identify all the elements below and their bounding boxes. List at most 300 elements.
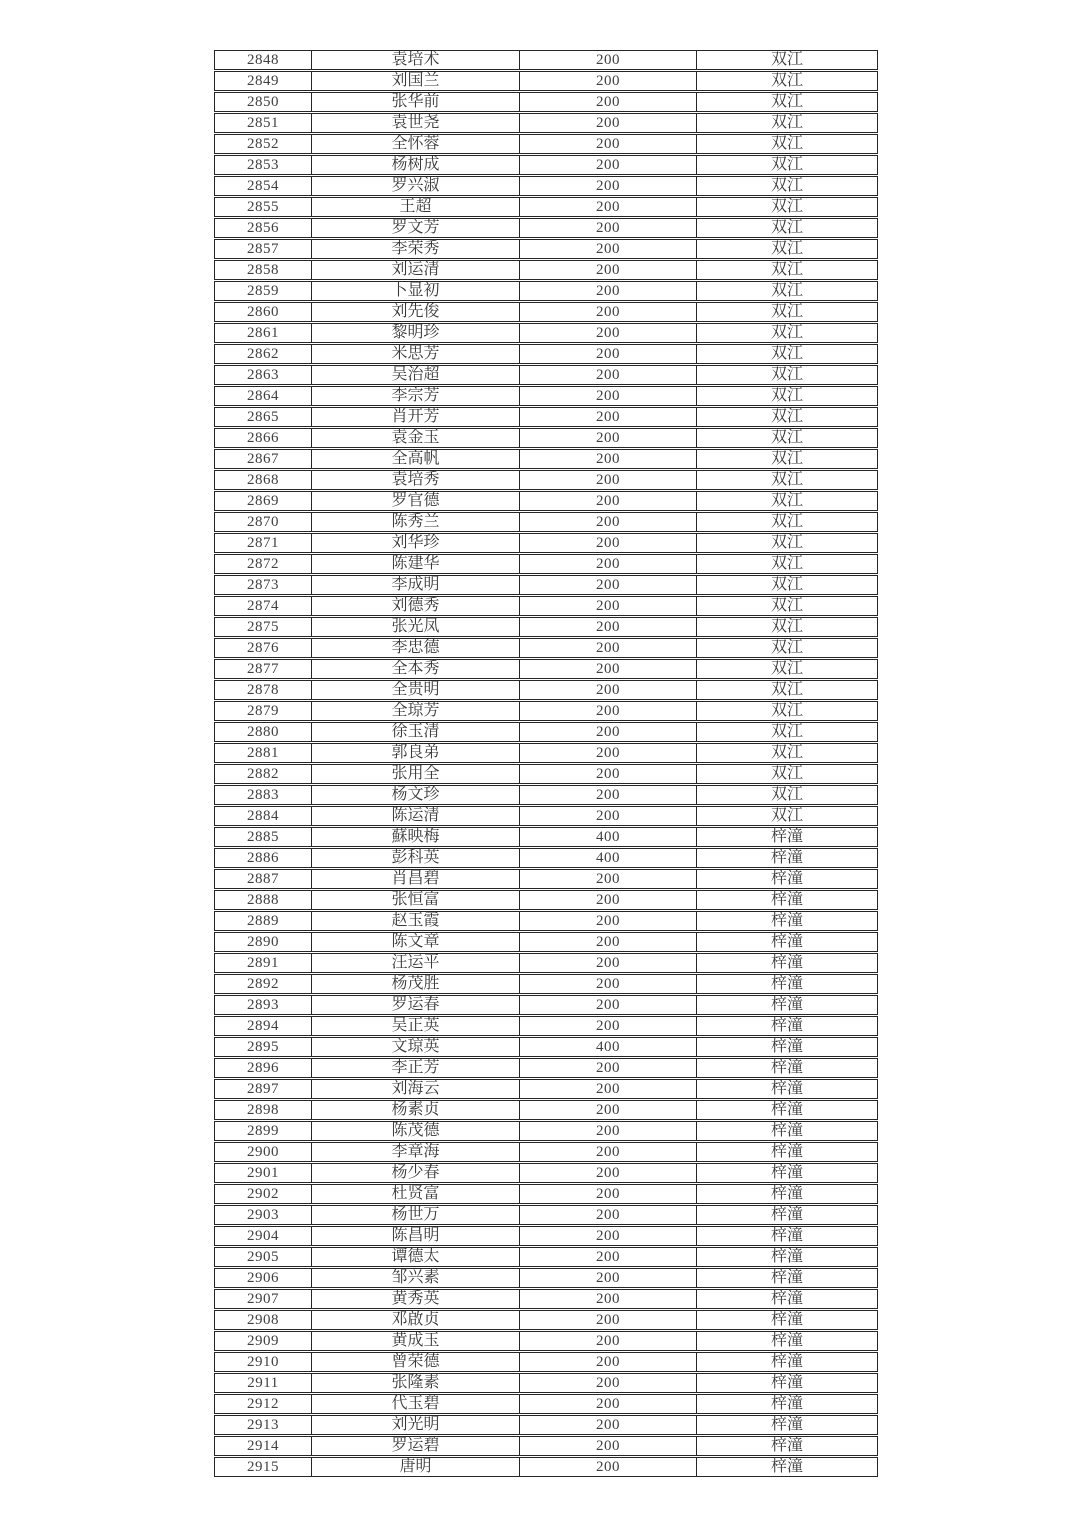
- table-row: [214, 50, 878, 70]
- township-cell: 双江: [697, 533, 878, 553]
- serial-number-cell: 2853: [214, 155, 312, 175]
- township-cell: 梓潼: [697, 1100, 878, 1120]
- table-row: [214, 890, 878, 910]
- serial-number-cell: 2852: [214, 134, 312, 154]
- table-row: [214, 470, 878, 490]
- township-cell: 双江: [697, 470, 878, 490]
- amount-cell: 200: [520, 1310, 697, 1330]
- serial-number-cell: 2905: [214, 1247, 312, 1267]
- township-cell: 梓潼: [697, 1247, 878, 1267]
- name-cell: 李章海: [312, 1142, 520, 1162]
- township-cell: 梓潼: [697, 1331, 878, 1351]
- amount-cell: 200: [520, 1268, 697, 1288]
- serial-number-cell: 2855: [214, 197, 312, 217]
- name-cell: 全贵明: [312, 680, 520, 700]
- roster-table: [214, 49, 878, 1478]
- serial-number-cell: 2913: [214, 1415, 312, 1435]
- amount-cell: 200: [520, 533, 697, 553]
- serial-number-cell: 2915: [214, 1457, 312, 1477]
- amount-cell: 200: [520, 890, 697, 910]
- township-cell: 梓潼: [697, 848, 878, 868]
- amount-cell: 200: [520, 743, 697, 763]
- amount-cell: 200: [520, 134, 697, 154]
- township-cell: 双江: [697, 92, 878, 112]
- serial-number-cell: 2874: [214, 596, 312, 616]
- township-cell: 双江: [697, 386, 878, 406]
- name-cell: 杨素贞: [312, 1100, 520, 1120]
- serial-number-cell: 2861: [214, 323, 312, 343]
- table-row: [214, 1079, 878, 1099]
- amount-cell: 200: [520, 1436, 697, 1456]
- amount-cell: 200: [520, 1457, 697, 1477]
- table-row: [214, 428, 878, 448]
- township-cell: 梓潼: [697, 911, 878, 931]
- serial-number-cell: 2880: [214, 722, 312, 742]
- table-row: [214, 323, 878, 343]
- serial-number-cell: 2873: [214, 575, 312, 595]
- amount-cell: 400: [520, 1037, 697, 1057]
- amount-cell: 200: [520, 50, 697, 70]
- serial-number-cell: 2867: [214, 449, 312, 469]
- table-row: [214, 1289, 878, 1309]
- amount-cell: 200: [520, 806, 697, 826]
- name-cell: 陈建华: [312, 554, 520, 574]
- name-cell: 曾荣德: [312, 1352, 520, 1372]
- name-cell: 张隆素: [312, 1373, 520, 1393]
- serial-number-cell: 2901: [214, 1163, 312, 1183]
- serial-number-cell: 2857: [214, 239, 312, 259]
- serial-number-cell: 2871: [214, 533, 312, 553]
- serial-number-cell: 2912: [214, 1394, 312, 1414]
- serial-number-cell: 2914: [214, 1436, 312, 1456]
- serial-number-cell: 2854: [214, 176, 312, 196]
- name-cell: 袁世尧: [312, 113, 520, 133]
- table-row: [214, 365, 878, 385]
- table-row: [214, 722, 878, 742]
- table-row: [214, 1268, 878, 1288]
- amount-cell: 200: [520, 932, 697, 952]
- name-cell: 刘德秀: [312, 596, 520, 616]
- roster-table-container: [214, 49, 878, 1478]
- amount-cell: 200: [520, 155, 697, 175]
- table-row: [214, 512, 878, 532]
- table-row: [214, 1058, 878, 1078]
- serial-number-cell: 2866: [214, 428, 312, 448]
- amount-cell: 200: [520, 239, 697, 259]
- serial-number-cell: 2848: [214, 50, 312, 70]
- amount-cell: 200: [520, 365, 697, 385]
- name-cell: 汪运平: [312, 953, 520, 973]
- name-cell: 杨世万: [312, 1205, 520, 1225]
- table-row: [214, 407, 878, 427]
- serial-number-cell: 2865: [214, 407, 312, 427]
- amount-cell: 200: [520, 302, 697, 322]
- table-row: [214, 932, 878, 952]
- name-cell: 杨文珍: [312, 785, 520, 805]
- name-cell: 吴治超: [312, 365, 520, 385]
- amount-cell: 200: [520, 1184, 697, 1204]
- amount-cell: 200: [520, 554, 697, 574]
- amount-cell: 200: [520, 1373, 697, 1393]
- amount-cell: 200: [520, 911, 697, 931]
- amount-cell: 200: [520, 1100, 697, 1120]
- serial-number-cell: 2869: [214, 491, 312, 511]
- table-row: [214, 1415, 878, 1435]
- name-cell: 刘华珍: [312, 533, 520, 553]
- table-row: [214, 680, 878, 700]
- table-row: [214, 239, 878, 259]
- amount-cell: 200: [520, 1352, 697, 1372]
- name-cell: 徐玉清: [312, 722, 520, 742]
- amount-cell: 200: [520, 1079, 697, 1099]
- table-row: [214, 1310, 878, 1330]
- serial-number-cell: 2876: [214, 638, 312, 658]
- amount-cell: 200: [520, 407, 697, 427]
- table-row: [214, 197, 878, 217]
- township-cell: 梓潼: [697, 1394, 878, 1414]
- table-row: [214, 1373, 878, 1393]
- table-row: [214, 743, 878, 763]
- amount-cell: 200: [520, 176, 697, 196]
- name-cell: 罗文芳: [312, 218, 520, 238]
- township-cell: 双江: [697, 617, 878, 637]
- amount-cell: 200: [520, 701, 697, 721]
- amount-cell: 200: [520, 995, 697, 1015]
- name-cell: 米思芳: [312, 344, 520, 364]
- township-cell: 双江: [697, 575, 878, 595]
- table-row: [214, 533, 878, 553]
- amount-cell: 200: [520, 1331, 697, 1351]
- name-cell: 杨茂胜: [312, 974, 520, 994]
- table-row: [214, 1142, 878, 1162]
- table-row: [214, 953, 878, 973]
- amount-cell: 400: [520, 827, 697, 847]
- township-cell: 双江: [697, 512, 878, 532]
- township-cell: 梓潼: [697, 1457, 878, 1477]
- serial-number-cell: 2849: [214, 71, 312, 91]
- amount-cell: 200: [520, 1205, 697, 1225]
- table-row: [214, 1100, 878, 1120]
- table-row: [214, 638, 878, 658]
- table-row: [214, 827, 878, 847]
- township-cell: 梓潼: [697, 1121, 878, 1141]
- table-row: [214, 155, 878, 175]
- serial-number-cell: 2864: [214, 386, 312, 406]
- township-cell: 双江: [697, 449, 878, 469]
- name-cell: 李忠德: [312, 638, 520, 658]
- township-cell: 双江: [697, 638, 878, 658]
- township-cell: 梓潼: [697, 995, 878, 1015]
- amount-cell: 200: [520, 596, 697, 616]
- serial-number-cell: 2860: [214, 302, 312, 322]
- name-cell: 赵玉霞: [312, 911, 520, 931]
- name-cell: 全高帆: [312, 449, 520, 469]
- roster-table-body: [214, 50, 878, 1477]
- table-row: [214, 1184, 878, 1204]
- name-cell: 罗运春: [312, 995, 520, 1015]
- table-row: [214, 302, 878, 322]
- amount-cell: 200: [520, 386, 697, 406]
- name-cell: 刘国兰: [312, 71, 520, 91]
- name-cell: 杨少春: [312, 1163, 520, 1183]
- name-cell: 袁金玉: [312, 428, 520, 448]
- serial-number-cell: 2891: [214, 953, 312, 973]
- township-cell: 梓潼: [697, 890, 878, 910]
- name-cell: 张光凤: [312, 617, 520, 637]
- township-cell: 梓潼: [697, 1079, 878, 1099]
- table-row: [214, 1037, 878, 1057]
- amount-cell: 200: [520, 449, 697, 469]
- name-cell: 蘇映梅: [312, 827, 520, 847]
- serial-number-cell: 2881: [214, 743, 312, 763]
- township-cell: 双江: [697, 281, 878, 301]
- serial-number-cell: 2883: [214, 785, 312, 805]
- table-row: [214, 218, 878, 238]
- township-cell: 双江: [697, 176, 878, 196]
- amount-cell: 200: [520, 575, 697, 595]
- township-cell: 梓潼: [697, 1310, 878, 1330]
- name-cell: 彭科英: [312, 848, 520, 868]
- table-row: [214, 1457, 878, 1477]
- amount-cell: 200: [520, 470, 697, 490]
- table-row: [214, 869, 878, 889]
- amount-cell: 200: [520, 785, 697, 805]
- serial-number-cell: 2902: [214, 1184, 312, 1204]
- name-cell: 唐明: [312, 1457, 520, 1477]
- serial-number-cell: 2862: [214, 344, 312, 364]
- amount-cell: 200: [520, 512, 697, 532]
- table-row: [214, 1394, 878, 1414]
- township-cell: 双江: [697, 680, 878, 700]
- township-cell: 梓潼: [697, 1352, 878, 1372]
- serial-number-cell: 2877: [214, 659, 312, 679]
- amount-cell: 200: [520, 869, 697, 889]
- township-cell: 双江: [697, 701, 878, 721]
- table-row: [214, 1352, 878, 1372]
- amount-cell: 200: [520, 1142, 697, 1162]
- amount-cell: 200: [520, 680, 697, 700]
- table-row: [214, 344, 878, 364]
- name-cell: 陈秀兰: [312, 512, 520, 532]
- name-cell: 王超: [312, 197, 520, 217]
- table-row: [214, 995, 878, 1015]
- amount-cell: 200: [520, 1415, 697, 1435]
- township-cell: 梓潼: [697, 953, 878, 973]
- name-cell: 代玉碧: [312, 1394, 520, 1414]
- name-cell: 全琼芳: [312, 701, 520, 721]
- township-cell: 双江: [697, 365, 878, 385]
- township-cell: 双江: [697, 554, 878, 574]
- table-row: [214, 911, 878, 931]
- name-cell: 肖昌碧: [312, 869, 520, 889]
- township-cell: 梓潼: [697, 1289, 878, 1309]
- table-row: [214, 785, 878, 805]
- serial-number-cell: 2858: [214, 260, 312, 280]
- township-cell: 双江: [697, 113, 878, 133]
- table-row: [214, 491, 878, 511]
- table-row: [214, 701, 878, 721]
- serial-number-cell: 2851: [214, 113, 312, 133]
- amount-cell: 200: [520, 197, 697, 217]
- table-row: [214, 1205, 878, 1225]
- name-cell: 张用全: [312, 764, 520, 784]
- amount-cell: 200: [520, 1016, 697, 1036]
- serial-number-cell: 2899: [214, 1121, 312, 1141]
- table-row: [214, 386, 878, 406]
- serial-number-cell: 2856: [214, 218, 312, 238]
- name-cell: 刘先俊: [312, 302, 520, 322]
- serial-number-cell: 2886: [214, 848, 312, 868]
- serial-number-cell: 2887: [214, 869, 312, 889]
- township-cell: 双江: [697, 785, 878, 805]
- township-cell: 双江: [697, 323, 878, 343]
- table-row: [214, 1016, 878, 1036]
- township-cell: 双江: [697, 491, 878, 511]
- table-row: [214, 554, 878, 574]
- table-row: [214, 1436, 878, 1456]
- table-row: [214, 617, 878, 637]
- serial-number-cell: 2898: [214, 1100, 312, 1120]
- table-row: [214, 659, 878, 679]
- serial-number-cell: 2904: [214, 1226, 312, 1246]
- table-row: [214, 1247, 878, 1267]
- serial-number-cell: 2897: [214, 1079, 312, 1099]
- serial-number-cell: 2884: [214, 806, 312, 826]
- township-cell: 梓潼: [697, 1415, 878, 1435]
- amount-cell: 200: [520, 974, 697, 994]
- table-row: [214, 134, 878, 154]
- table-row: [214, 176, 878, 196]
- township-cell: 双江: [697, 71, 878, 91]
- amount-cell: 200: [520, 323, 697, 343]
- township-cell: 梓潼: [697, 1037, 878, 1057]
- name-cell: 张恒富: [312, 890, 520, 910]
- amount-cell: 200: [520, 764, 697, 784]
- serial-number-cell: 2896: [214, 1058, 312, 1078]
- name-cell: 李成明: [312, 575, 520, 595]
- township-cell: 双江: [697, 302, 878, 322]
- table-row: [214, 71, 878, 91]
- township-cell: 梓潼: [697, 1163, 878, 1183]
- serial-number-cell: 2879: [214, 701, 312, 721]
- name-cell: 谭德太: [312, 1247, 520, 1267]
- table-row: [214, 1331, 878, 1351]
- table-row: [214, 1226, 878, 1246]
- name-cell: 全怀蓉: [312, 134, 520, 154]
- township-cell: 双江: [697, 428, 878, 448]
- township-cell: 梓潼: [697, 1226, 878, 1246]
- township-cell: 梓潼: [697, 1184, 878, 1204]
- serial-number-cell: 2910: [214, 1352, 312, 1372]
- name-cell: 袁培秀: [312, 470, 520, 490]
- serial-number-cell: 2890: [214, 932, 312, 952]
- township-cell: 梓潼: [697, 1268, 878, 1288]
- table-row: [214, 764, 878, 784]
- township-cell: 双江: [697, 407, 878, 427]
- serial-number-cell: 2850: [214, 92, 312, 112]
- name-cell: 陈茂德: [312, 1121, 520, 1141]
- name-cell: 陈昌明: [312, 1226, 520, 1246]
- township-cell: 双江: [697, 743, 878, 763]
- name-cell: 罗兴淑: [312, 176, 520, 196]
- amount-cell: 200: [520, 638, 697, 658]
- township-cell: 双江: [697, 50, 878, 70]
- amount-cell: 200: [520, 722, 697, 742]
- township-cell: 梓潼: [697, 1205, 878, 1225]
- table-row: [214, 92, 878, 112]
- township-cell: 双江: [697, 197, 878, 217]
- township-cell: 双江: [697, 596, 878, 616]
- amount-cell: 200: [520, 1247, 697, 1267]
- township-cell: 双江: [697, 722, 878, 742]
- serial-number-cell: 2870: [214, 512, 312, 532]
- name-cell: 黎明珍: [312, 323, 520, 343]
- township-cell: 双江: [697, 764, 878, 784]
- serial-number-cell: 2889: [214, 911, 312, 931]
- amount-cell: 200: [520, 1394, 697, 1414]
- name-cell: 卜显初: [312, 281, 520, 301]
- amount-cell: 200: [520, 491, 697, 511]
- name-cell: 罗运碧: [312, 1436, 520, 1456]
- amount-cell: 200: [520, 428, 697, 448]
- table-row: [214, 596, 878, 616]
- name-cell: 杨树成: [312, 155, 520, 175]
- amount-cell: 200: [520, 92, 697, 112]
- name-cell: 刘运清: [312, 260, 520, 280]
- amount-cell: 200: [520, 218, 697, 238]
- serial-number-cell: 2907: [214, 1289, 312, 1309]
- township-cell: 梓潼: [697, 974, 878, 994]
- serial-number-cell: 2875: [214, 617, 312, 637]
- name-cell: 李宗芳: [312, 386, 520, 406]
- name-cell: 杜贤富: [312, 1184, 520, 1204]
- table-row: [214, 1163, 878, 1183]
- table-row: [214, 281, 878, 301]
- name-cell: 黄成玉: [312, 1331, 520, 1351]
- amount-cell: 400: [520, 848, 697, 868]
- name-cell: 张华前: [312, 92, 520, 112]
- amount-cell: 200: [520, 617, 697, 637]
- township-cell: 双江: [697, 344, 878, 364]
- township-cell: 梓潼: [697, 869, 878, 889]
- township-cell: 梓潼: [697, 1436, 878, 1456]
- serial-number-cell: 2888: [214, 890, 312, 910]
- serial-number-cell: 2868: [214, 470, 312, 490]
- name-cell: 罗官德: [312, 491, 520, 511]
- amount-cell: 200: [520, 71, 697, 91]
- township-cell: 梓潼: [697, 1142, 878, 1162]
- amount-cell: 200: [520, 1289, 697, 1309]
- name-cell: 邓啟贞: [312, 1310, 520, 1330]
- table-row: [214, 848, 878, 868]
- township-cell: 梓潼: [697, 1058, 878, 1078]
- amount-cell: 200: [520, 1121, 697, 1141]
- name-cell: 李正芳: [312, 1058, 520, 1078]
- serial-number-cell: 2882: [214, 764, 312, 784]
- serial-number-cell: 2894: [214, 1016, 312, 1036]
- amount-cell: 200: [520, 260, 697, 280]
- township-cell: 双江: [697, 239, 878, 259]
- table-row: [214, 806, 878, 826]
- name-cell: 陈运清: [312, 806, 520, 826]
- serial-number-cell: 2878: [214, 680, 312, 700]
- township-cell: 双江: [697, 218, 878, 238]
- serial-number-cell: 2909: [214, 1331, 312, 1351]
- amount-cell: 200: [520, 1163, 697, 1183]
- amount-cell: 200: [520, 1058, 697, 1078]
- township-cell: 双江: [697, 806, 878, 826]
- table-row: [214, 974, 878, 994]
